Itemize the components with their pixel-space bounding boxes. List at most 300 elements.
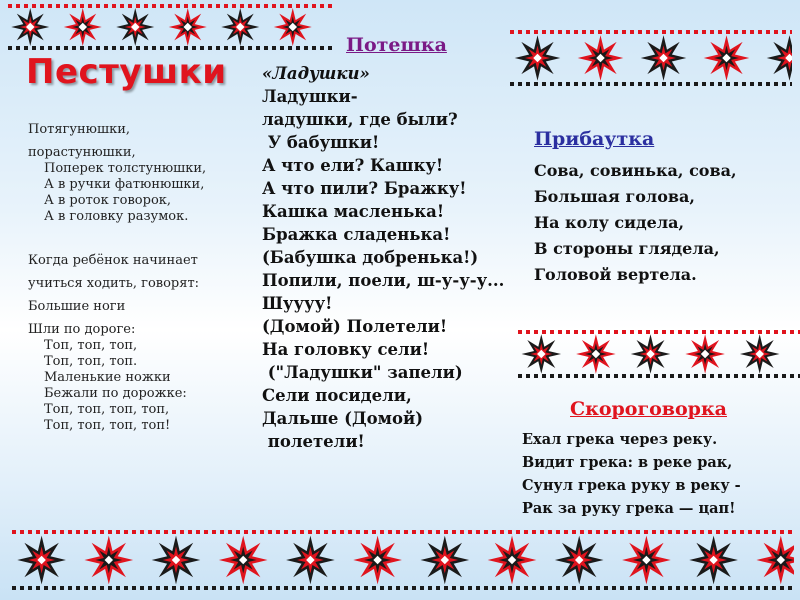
ornament-motif [219, 536, 268, 585]
ornament-stitch [420, 586, 424, 590]
ornament-stitch [500, 530, 504, 534]
ornament-stitch [622, 374, 626, 378]
text-line: В стороны глядела, [534, 239, 720, 258]
ornament-stitch [320, 46, 324, 50]
ornament-stitch [136, 46, 140, 50]
ornament-motif [64, 8, 102, 46]
ornament-stitch [372, 530, 376, 534]
ornament-stitch [428, 530, 432, 534]
ornament-stitch [116, 586, 120, 590]
ornament-stitch [524, 530, 528, 534]
text-line: Маленькие ножки [44, 370, 171, 385]
text-line: А в ручки фатюнюшки, [44, 177, 205, 192]
ornament-stitch [264, 46, 268, 50]
ornament-stitch [582, 374, 586, 378]
ornament-stitch [8, 4, 12, 8]
ornament-stitch [750, 374, 754, 378]
ornament-stitch [790, 330, 794, 334]
ornament-stitch [766, 82, 770, 86]
ornament-stitch [542, 330, 546, 334]
ornament-stitch [726, 30, 730, 34]
ornament-stitch [620, 530, 624, 534]
ornament-stitch [734, 30, 738, 34]
ornament-stitch [148, 530, 152, 534]
ornament-stitch [280, 4, 284, 8]
ornament-stitch [160, 46, 164, 50]
ornament-motif [169, 8, 207, 46]
text-line: ("Ладушки" запели) [262, 363, 463, 382]
ornament-stitch [630, 374, 634, 378]
ornament-stitch [140, 586, 144, 590]
ornament-stitch [312, 46, 316, 50]
ornament-stitch [734, 82, 738, 86]
ornament-stitch [628, 586, 632, 590]
ornament-stitch [630, 30, 634, 34]
ornament-stitch [740, 530, 744, 534]
ornament-stitch [718, 374, 722, 378]
ornament-stitch [662, 82, 666, 86]
ornament-stitch [606, 82, 610, 86]
text-line: Потягунюшки, [28, 122, 131, 137]
ornament-stitch [710, 30, 714, 34]
ornament-stitch [550, 82, 554, 86]
ornament-stitch [518, 30, 522, 34]
ornament-stitch [52, 530, 56, 534]
ornament-stitch [156, 586, 160, 590]
ornament-stitch [76, 530, 80, 534]
ornament-stitch [532, 586, 536, 590]
ornament-stitch [662, 374, 666, 378]
ornament-stitch [566, 82, 570, 86]
ornament-stitch [726, 82, 730, 86]
ornament-stitch [604, 586, 608, 590]
text-line: А что ели? Кашку! [262, 156, 444, 175]
ornament-stitch [766, 30, 770, 34]
ornament-stitch [598, 82, 602, 86]
ornament-stitch [772, 530, 776, 534]
ornament-stitch [100, 530, 104, 534]
ornament-stitch [598, 30, 602, 34]
ornament-stitch [780, 586, 784, 590]
ornament-stitch [452, 586, 456, 590]
ornament-stitch [614, 374, 618, 378]
text-line: Топ, топ, топ, топ, [44, 402, 170, 417]
ornament-motif [522, 334, 562, 374]
ornament-stitch [84, 530, 88, 534]
ornament-stitch [88, 46, 92, 50]
ornament-stitch [284, 586, 288, 590]
ornament-stitch [296, 46, 300, 50]
ornament-stitch [782, 330, 786, 334]
ornament-stitch [758, 30, 762, 34]
ornament-stitch [580, 586, 584, 590]
text-line: Сова, совинька, сова, [534, 161, 737, 180]
ornament-stitch [694, 374, 698, 378]
ornament-stitch [572, 530, 576, 534]
ornament-stitch [716, 586, 720, 590]
ornament-stitch [184, 4, 188, 8]
ornament-stitch [534, 82, 538, 86]
ornament-stitch [128, 4, 132, 8]
ornament-stitch [580, 530, 584, 534]
ornament-stitch [112, 4, 116, 8]
ornament-stitch [52, 586, 56, 590]
ornament-stitch [372, 586, 376, 590]
ornament-stitch [540, 530, 544, 534]
ornament-stitch [168, 4, 172, 8]
ornament-stitch [748, 586, 752, 590]
ornament-stitch [484, 530, 488, 534]
ornament-stitch [526, 330, 530, 334]
pestushki-title: Пестушки [26, 52, 227, 92]
text-line: Топ, топ, топ. [44, 354, 138, 369]
text-line: А что пили? Бражку! [262, 179, 467, 198]
ornament-stitch [684, 586, 688, 590]
ornament-stitch [32, 46, 36, 50]
ornament-stitch [436, 530, 440, 534]
ornament-stitch [40, 46, 44, 50]
ornament-stitch [200, 4, 204, 8]
ornament-stitch [764, 586, 768, 590]
ornament-stitch [606, 374, 610, 378]
ornament-stitch [132, 530, 136, 534]
ornament-stitch [678, 30, 682, 34]
ornament-stitch [670, 330, 674, 334]
ornament-stitch [112, 46, 116, 50]
ornament-stitch [548, 586, 552, 590]
ornament-stitch [758, 374, 762, 378]
ornament-bottom [8, 528, 794, 592]
ornament-stitch [436, 586, 440, 590]
ornament-stitch [348, 530, 352, 534]
ornament-stitch [702, 374, 706, 378]
ornament-stitch [328, 4, 332, 8]
ornament-stitch [172, 586, 176, 590]
ornament-stitch [260, 586, 264, 590]
text-line: порастунюшки, [28, 145, 136, 160]
ornament-stitch [742, 330, 746, 334]
ornament-stitch [104, 4, 108, 8]
ornament-stitch [686, 374, 690, 378]
ornament-stitch [108, 586, 112, 590]
ornament-top-left [4, 2, 334, 52]
ornament-stitch [638, 82, 642, 86]
ornament-stitch [56, 46, 60, 50]
ornament-stitch [128, 46, 132, 50]
ornament-stitch [40, 4, 44, 8]
ornament-motif [767, 35, 792, 81]
ornament-stitch [476, 530, 480, 534]
ornament-stitch [60, 586, 64, 590]
ornament-motif [353, 536, 402, 585]
ornament-stitch [718, 82, 722, 86]
ornament-stitch [48, 46, 52, 50]
ornament-stitch [638, 30, 642, 34]
text-line: (Бабушка добренька!) [262, 248, 479, 267]
ornament-stitch [726, 374, 730, 378]
ornament-stitch [510, 30, 514, 34]
ornament-stitch [526, 30, 530, 34]
ornament-stitch [516, 530, 520, 534]
ornament-stitch [678, 330, 682, 334]
ornament-stitch [288, 46, 292, 50]
ornament-stitch [622, 330, 626, 334]
ornament-stitch [244, 530, 248, 534]
ornament-stitch [542, 374, 546, 378]
ornament-stitch [660, 586, 664, 590]
ornament-stitch [64, 46, 68, 50]
ornament-stitch [590, 82, 594, 86]
ornament-stitch [348, 586, 352, 590]
ornament-stitch [124, 530, 128, 534]
ornament-stitch [508, 586, 512, 590]
ornament-stitch [628, 530, 632, 534]
ornament-stitch [468, 530, 472, 534]
ornament-stitch [612, 530, 616, 534]
ornament-stitch [548, 530, 552, 534]
ornament-stitch [248, 4, 252, 8]
ornament-stitch [444, 586, 448, 590]
ornament-stitch [196, 586, 200, 590]
ornament-stitch [636, 586, 640, 590]
ornament-stitch [748, 530, 752, 534]
ornament-stitch [654, 374, 658, 378]
ornament-stitch [774, 330, 778, 334]
ornament-stitch [160, 4, 164, 8]
ornament-stitch [644, 530, 648, 534]
ornament-top-right [506, 28, 792, 88]
ornament-stitch [676, 530, 680, 534]
ornament-stitch [268, 586, 272, 590]
ornament-stitch [622, 82, 626, 86]
ornament-middle-right [514, 328, 800, 380]
ornament-stitch [28, 530, 32, 534]
text-line: Ладушки- [262, 87, 358, 106]
poteshka-subtitle: «Ладушки» [262, 64, 370, 83]
ornament-stitch [68, 530, 72, 534]
ornament-stitch [152, 46, 156, 50]
ornament-stitch [288, 4, 292, 8]
ornament-stitch [574, 82, 578, 86]
ornament-stitch [176, 46, 180, 50]
ornament-stitch [668, 530, 672, 534]
ornament-stitch [558, 374, 562, 378]
ornament-motif [740, 334, 780, 374]
ornament-stitch [710, 82, 714, 86]
ornament-stitch [92, 586, 96, 590]
ornament-stitch [232, 46, 236, 50]
ornament-stitch [332, 530, 336, 534]
ornament-stitch [12, 530, 16, 534]
ornament-stitch [272, 46, 276, 50]
ornament-stitch [558, 330, 562, 334]
ornament-stitch [590, 374, 594, 378]
ornament-stitch [620, 586, 624, 590]
ornament-stitch [534, 330, 538, 334]
ornament-stitch [132, 586, 136, 590]
ornament-stitch [300, 586, 304, 590]
ornament-stitch [532, 530, 536, 534]
ornament-stitch [428, 586, 432, 590]
ornament-stitch [176, 4, 180, 8]
text-line: Рак за руку грека — цап! [522, 500, 736, 517]
ornament-stitch [516, 586, 520, 590]
ornament-stitch [296, 4, 300, 8]
text-line: У бабушки! [262, 133, 380, 152]
ornament-stitch [662, 30, 666, 34]
ornament-stitch [526, 374, 530, 378]
ornament-stitch [48, 4, 52, 8]
ornament-stitch [308, 586, 312, 590]
ornament-stitch [256, 46, 260, 50]
ornament-stitch [750, 330, 754, 334]
text-line: Поперек толстунюшки, [44, 161, 207, 176]
ornament-stitch [598, 330, 602, 334]
ornament-stitch [316, 586, 320, 590]
ornament-stitch [260, 530, 264, 534]
ornament-stitch [550, 374, 554, 378]
ornament-stitch [388, 530, 392, 534]
ornament-stitch [780, 530, 784, 534]
ornament-stitch [192, 4, 196, 8]
ornament-stitch [224, 4, 228, 8]
ornament-stitch [566, 30, 570, 34]
ornament-stitch [72, 4, 76, 8]
ornament-stitch [526, 82, 530, 86]
ornament-motif [578, 35, 624, 81]
ornament-stitch [668, 586, 672, 590]
ornament-stitch [252, 586, 256, 590]
ornament-stitch [404, 530, 408, 534]
ornament-stitch [670, 374, 674, 378]
text-line: Шли по дороге: [28, 322, 136, 337]
ornament-stitch [788, 586, 792, 590]
ornament-stitch [356, 586, 360, 590]
ornament-stitch [700, 586, 704, 590]
ornament-stitch [596, 530, 600, 534]
ornament-stitch [654, 330, 658, 334]
ornament-stitch [80, 4, 84, 8]
ornament-stitch [476, 586, 480, 590]
ornament-stitch [710, 330, 714, 334]
ornament-stitch [556, 586, 560, 590]
ornament-stitch [24, 4, 28, 8]
ornament-stitch [686, 30, 690, 34]
ornament-stitch [604, 530, 608, 534]
ornament-stitch [638, 330, 642, 334]
ornament-stitch [694, 30, 698, 34]
ornament-stitch [558, 30, 562, 34]
ornament-stitch [200, 46, 204, 50]
ornament-stitch [44, 530, 48, 534]
ornament-stitch [136, 4, 140, 8]
ornament-stitch [766, 330, 770, 334]
ornament-stitch [582, 30, 586, 34]
text-line: (Домой) Полетели! [262, 317, 448, 336]
ornament-stitch [388, 586, 392, 590]
ornament-stitch [782, 30, 786, 34]
ornament-stitch [396, 530, 400, 534]
ornament-stitch [460, 586, 464, 590]
ornament-stitch [758, 82, 762, 86]
text-line: Большая голова, [534, 187, 695, 206]
ornament-stitch [702, 82, 706, 86]
ornament-stitch [686, 82, 690, 86]
ornament-stitch [534, 30, 538, 34]
ornament-stitch [60, 530, 64, 534]
ornament-stitch [452, 530, 456, 534]
ornament-stitch [572, 586, 576, 590]
ornament-stitch [612, 586, 616, 590]
ornament-motif [116, 8, 154, 46]
text-line: Сунул грека руку в реку - [522, 477, 741, 494]
ornament-stitch [188, 530, 192, 534]
ornament-stitch [694, 82, 698, 86]
ornament-stitch [208, 4, 212, 8]
ornament-stitch [662, 330, 666, 334]
ornament-stitch [124, 586, 128, 590]
ornament-motif [641, 35, 687, 81]
ornament-stitch [380, 530, 384, 534]
text-line: Головой вертела. [534, 265, 697, 284]
ornament-stitch [332, 586, 336, 590]
ornament-stitch [614, 30, 618, 34]
poteshka-title: Потешка [346, 34, 447, 56]
ornament-stitch [304, 4, 308, 8]
ornament-stitch [320, 4, 324, 8]
ornament-stitch [790, 82, 792, 86]
ornament-stitch [116, 530, 120, 534]
ornament-stitch [100, 586, 104, 590]
ornament-stitch [364, 586, 368, 590]
ornament-stitch [660, 530, 664, 534]
ornament-stitch [654, 82, 658, 86]
ornament-stitch [566, 330, 570, 334]
ornament-motif [286, 536, 335, 585]
ornament-stitch [396, 586, 400, 590]
ornament-stitch [566, 374, 570, 378]
ornament-stitch [220, 586, 224, 590]
ornament-stitch [588, 530, 592, 534]
ornament-stitch [614, 82, 618, 86]
skorogovorka-text [522, 428, 792, 520]
ornament-stitch [692, 586, 696, 590]
ornament-stitch [630, 82, 634, 86]
ornament-stitch [272, 4, 276, 8]
ornament-stitch [614, 330, 618, 334]
ornament-stitch [638, 374, 642, 378]
ornament-stitch [716, 530, 720, 534]
ornament-stitch [240, 46, 244, 50]
ornament-stitch [232, 4, 236, 8]
ornament-stitch [686, 330, 690, 334]
ornament-stitch [718, 30, 722, 34]
text-line: Топ, топ, топ, [44, 338, 138, 353]
ornament-stitch [212, 586, 216, 590]
text-line: Попили, поели, ш-у-у-у... [262, 271, 505, 290]
ornament-stitch [756, 530, 760, 534]
ornament-stitch [700, 530, 704, 534]
ornament-stitch [164, 586, 168, 590]
ornament-stitch [204, 530, 208, 534]
ornament-stitch [550, 330, 554, 334]
ornament-stitch [164, 530, 168, 534]
ornament-stitch [412, 586, 416, 590]
ornament-stitch [646, 330, 650, 334]
ornament-stitch [204, 586, 208, 590]
ornament-stitch [228, 586, 232, 590]
ornament-motif [756, 536, 794, 585]
